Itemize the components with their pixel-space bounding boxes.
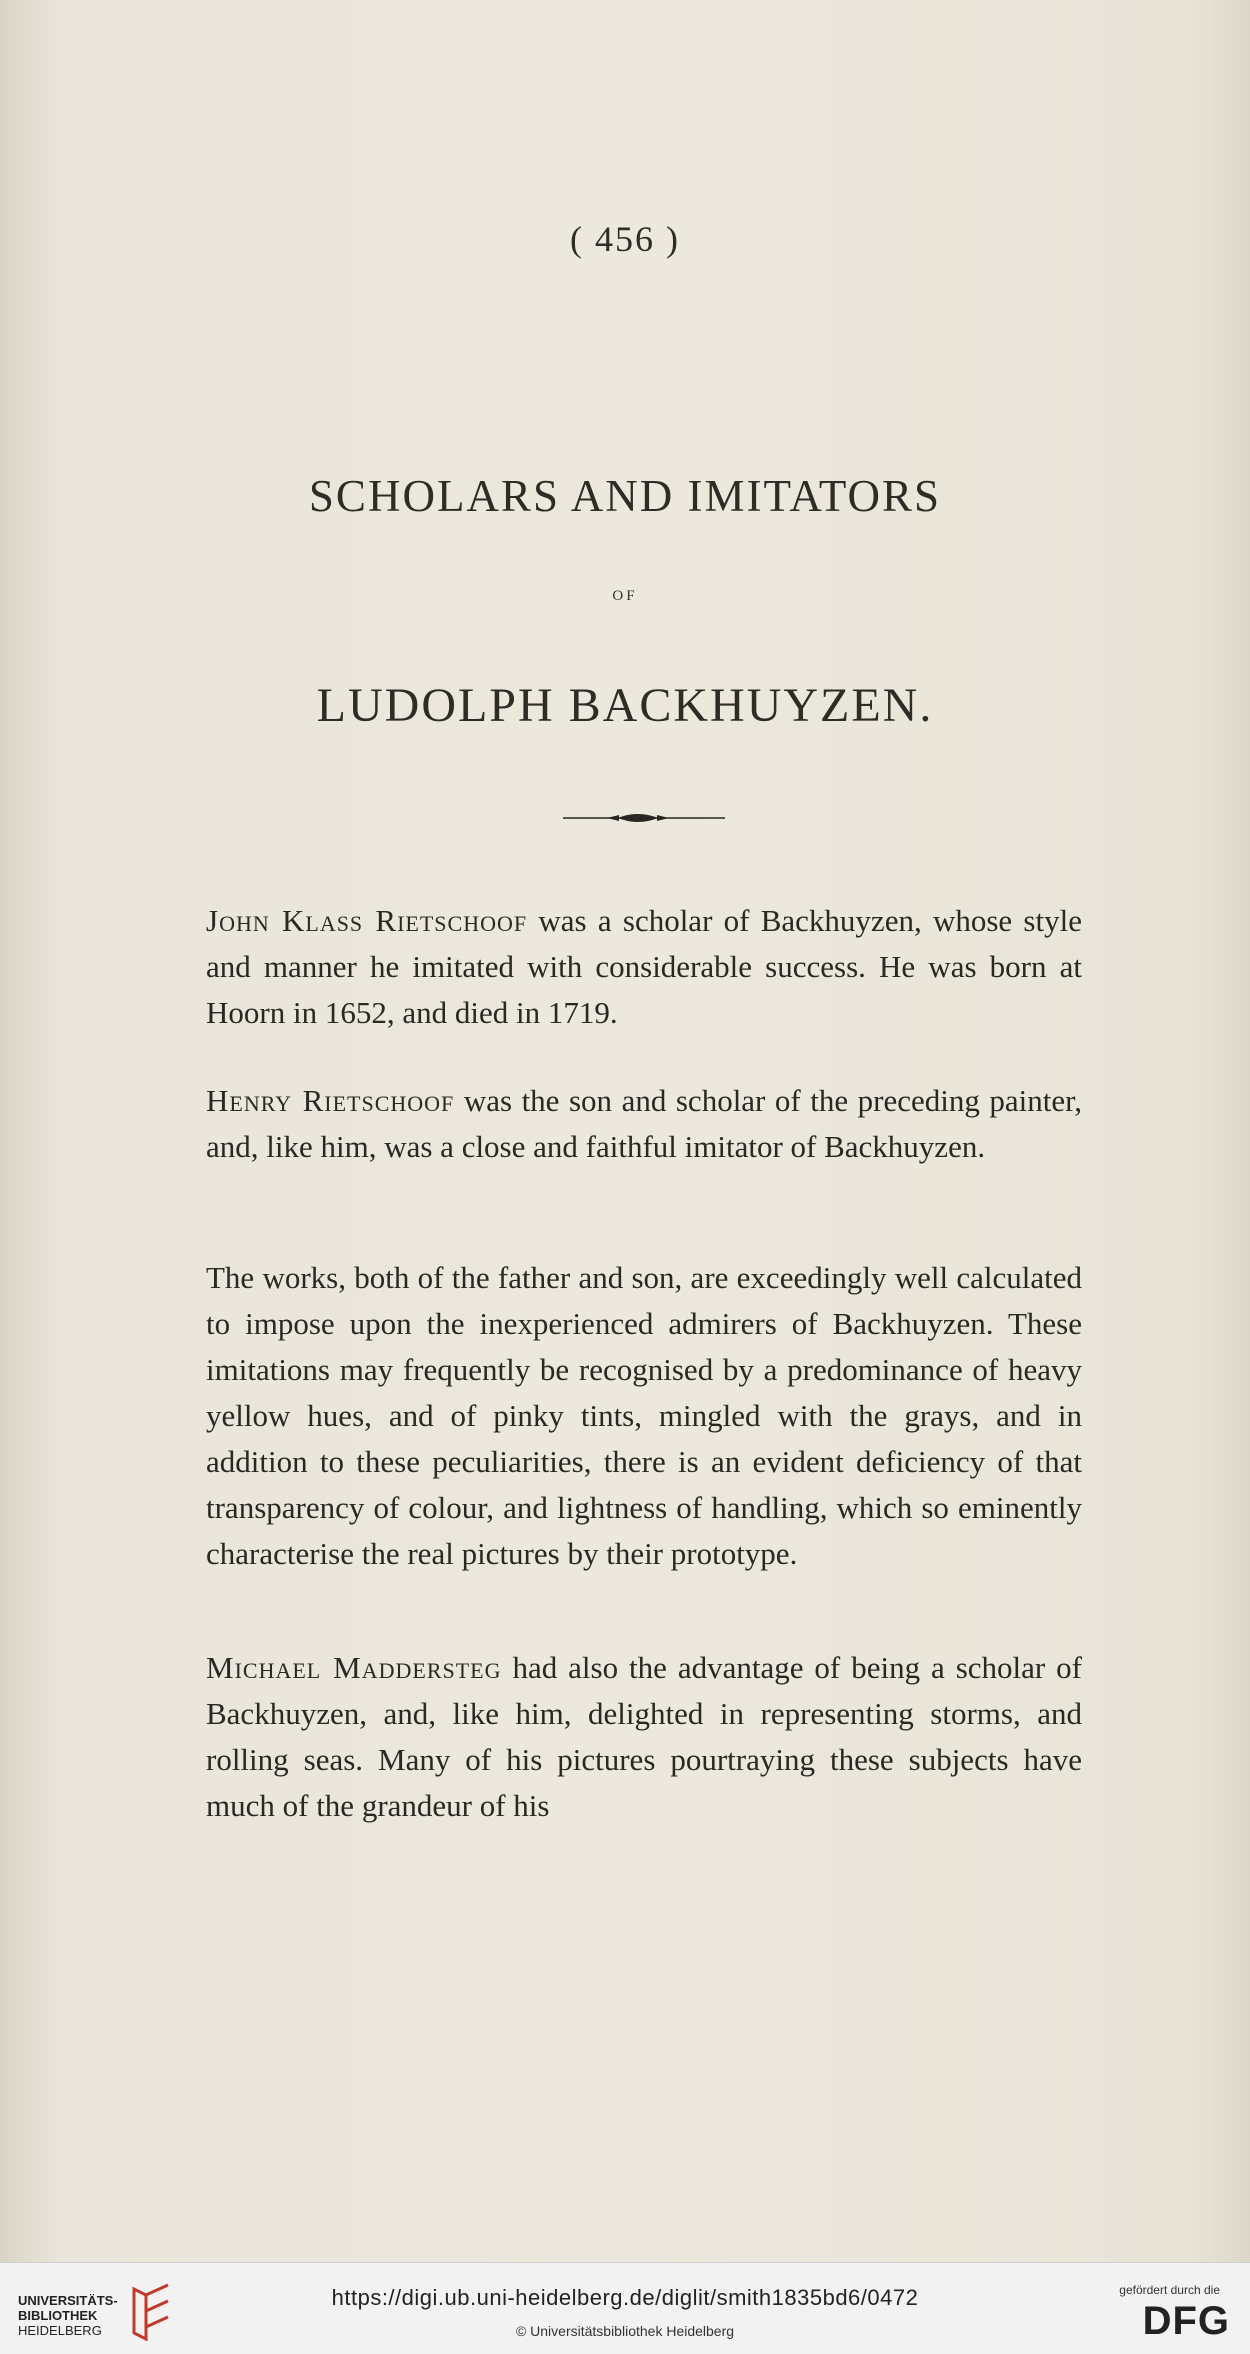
library-name-line3: HEIDELBERG: [18, 2323, 102, 2338]
paragraph-3: [206, 1255, 1082, 1577]
person-name: Michael Maddersteg: [206, 1650, 502, 1685]
copyright-notice: © Universitätsbibliothek Heidelberg: [515, 2323, 735, 2339]
chapter-title-line2: LUDOLPH BACKHUYZEN.: [316, 679, 934, 732]
paragraph-text: was the son and scholar of the preceding painter, and, like him, was a close and faithful imitator of Backhuyzen.: [206, 1083, 1083, 1164]
chapter-title-line1: SCHOLARS AND IMITATORS: [308, 471, 942, 521]
viewer-footer: [0, 2262, 1250, 2354]
library-name-line1: UNIVERSITÄTS-: [18, 2293, 118, 2308]
person-name: Henry Rietschoof: [206, 1083, 455, 1118]
funding-note: gefördert durch die: [1119, 2283, 1220, 2297]
paragraph-text: was a scholar of Backhuyzen, whose style and manner he imitated with considerable success. He was born at Hoorn in 1652, and died in 1719.: [206, 903, 1082, 1030]
paragraph-4: [206, 1645, 1082, 1829]
paragraph-text: had also the advantage of being a scholar of Backhuyzen, and, like him, delighted in representing storms, and rolling seas. Many of his pictures pourtraying these subjects have much of the grandeur of his: [206, 1650, 1082, 1823]
person-name: John Klass Rietschoof: [206, 903, 528, 938]
paragraph-text: The works, both of the father and son, are exceedingly well calculated to impose upon the inexperienced admirers of Backhuyzen. These imitations may frequently be recognised by a predominance of heavy yellow hues, and of pinky tints, mingled with the grays, and in addition to these peculiarities, there is an evident deficiency of that transparency of colour, and lightness of handling, which so eminently characterise the real pictures by their prototype.: [206, 1260, 1082, 1571]
paragraph-1: [206, 898, 1082, 1036]
paragraph-2: [206, 1078, 1082, 1170]
ornament-divider-icon: [563, 808, 725, 828]
dfg-logo[interactable]: DFG: [1142, 2299, 1230, 2343]
chapter-title-of: OF: [612, 588, 638, 604]
page-number: ( 456 ): [570, 219, 680, 259]
library-name-line2: BIBLIOTHEK: [18, 2308, 98, 2323]
permalink-url[interactable]: https://digi.ub.uni-heidelberg.de/diglit/smith1835bd6/0472: [331, 2285, 919, 2310]
